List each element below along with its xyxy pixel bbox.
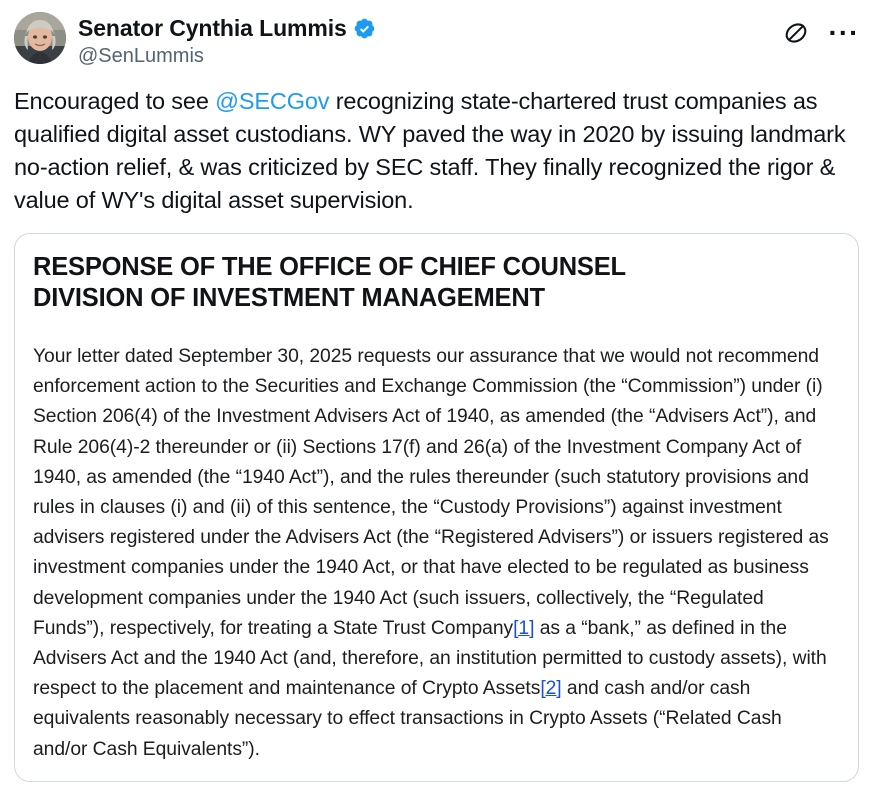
tweet-header-actions xyxy=(781,12,859,48)
embedded-document-card[interactable] xyxy=(14,233,859,782)
tweet-header xyxy=(14,12,859,69)
display-name[interactable]: Senator Cynthia Lummis xyxy=(78,15,347,41)
user-identity xyxy=(78,12,769,69)
document-title-line2: DIVISION OF INVESTMENT MANAGEMENT xyxy=(33,284,545,312)
footnote-link-1[interactable]: [1] xyxy=(513,617,535,639)
grok-icon[interactable] xyxy=(781,18,811,48)
document-paragraph xyxy=(33,342,840,765)
tweet-text-part1: Encouraged to see xyxy=(14,88,216,114)
document-paragraph-part2: as a “bank,” as defined in the Advisers Act and the 1940 Act (and, therefore, an institution permitted to custody assets), with respect to the placement and maintenance of Crypto Assets xyxy=(33,617,827,700)
verified-badge-icon xyxy=(353,17,376,40)
document-content xyxy=(15,234,858,765)
tweet-body-text xyxy=(14,85,859,217)
mention-link-secgov[interactable]: @SECGov xyxy=(215,88,330,114)
document-title-line1: RESPONSE OF THE OFFICE OF CHIEF COUNSEL xyxy=(33,253,626,281)
document-paragraph-part1: Your letter dated September 30, 2025 requests our assurance that we would not recommend enforcement action to the Securities and Exchange Commission (the “Commission”) under (i) Section 206(4) of the Investment Advisers Act of 1940, as amended (the “Advisers Act”), and Rule 206(4)-2 thereunder or (ii) Sections 17(f) and 26(a) of the Investment Company Act of 1940, as amended (the “1940 Act”), and the rules thereunder (such statutory provisions and rules in clauses (i) and (ii) of this sentence, the “Custody Provisions”) against investment advisers registered under the Advisers Act (the “Registered Advisers”) or issuers registered as investment companies under the 1940 Act, or that have elected to be regulated as business development companies under the 1940 Act (such issuers, collectively, the “Regulated Funds”), respectively, for treating a State Trust Company xyxy=(33,346,829,639)
more-options-label: ··· xyxy=(828,17,860,48)
document-paragraph-part3: and cash and/or cash equivalents reasonably necessary to effect transactions in Crypto Assets (“Related Cash and/or Cash Equivalents”). xyxy=(33,678,782,760)
tweet-text-part2: recognizing state-chartered trust companies as qualified digital asset custodians. WY paved the way in 2020 by issuing landmark no-action relief, & was criticized by SEC staff. They finally recognized the rigor & value of WY's digital asset supervision. xyxy=(14,88,846,213)
name-row xyxy=(78,14,769,42)
more-options-icon[interactable] xyxy=(829,18,859,48)
user-handle[interactable]: @SenLummis xyxy=(78,45,204,67)
footnote-link-2[interactable]: [2] xyxy=(540,678,562,700)
avatar[interactable] xyxy=(14,12,66,64)
